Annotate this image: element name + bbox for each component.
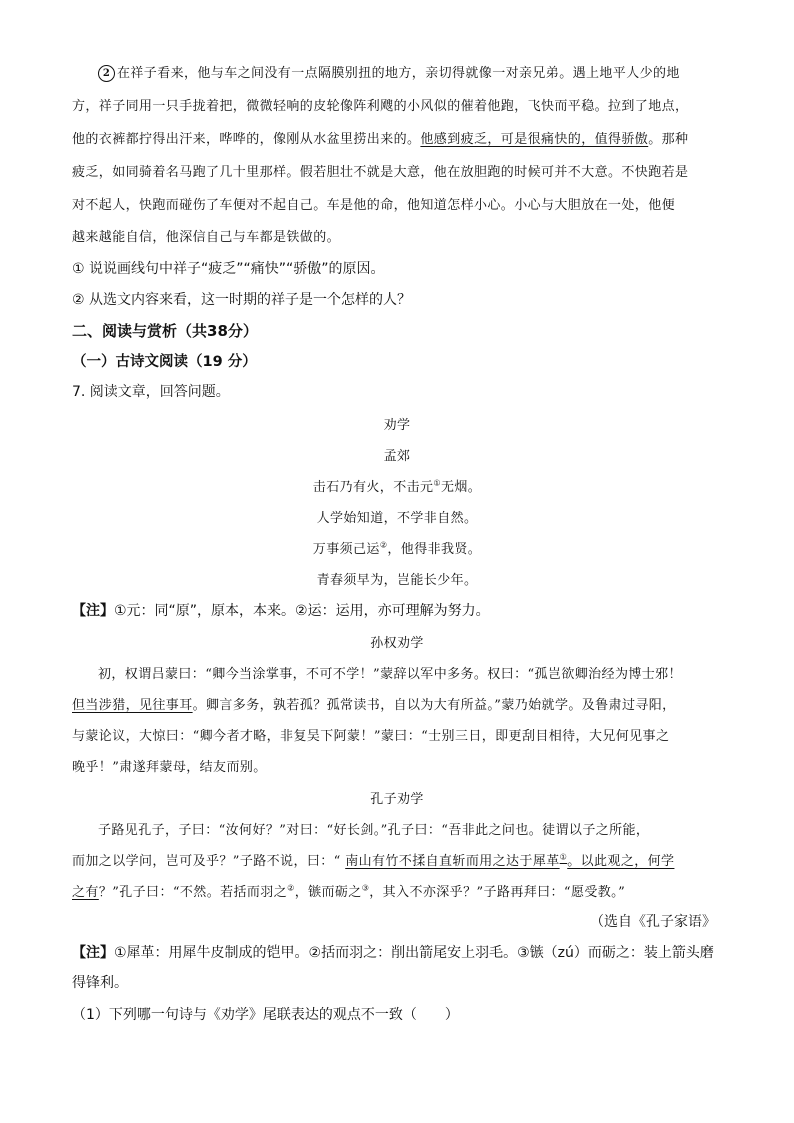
kongzi-line-3: 之有？”孔子曰：“不然。若括而羽之②，镞而砺之③，其入不亦深乎？”子路再拜曰：“愿受教。” [72, 883, 626, 900]
note-2-line-2: 得锋利。 [72, 975, 128, 991]
underlined-sentence: 但当涉猎，见往事耳 [72, 698, 193, 713]
sunquan-line-2: 但当涉猎，见往事耳。卿言多务，孰若孤？孤常读书，自以为大有所益。”蒙乃始就学。及鲁肃过寻阳， [72, 698, 676, 713]
note-2-line-1: 【注】①犀革：用犀牛皮制成的铠甲。②括而羽之：削出箭尾安上羽毛。③镞（zú）而砺之：装上箭头磨 [72, 945, 714, 961]
poem-title: 劝学 [383, 418, 411, 433]
question-a1: ① 说说画线句中祥子“疲乏”“痛快”“骄傲”的原因。 [72, 261, 385, 277]
circled-number: 2 [98, 65, 115, 82]
poem-line-1: 击石乃有火，不击元①无烟。 [312, 478, 482, 495]
kongzi-line-2: 而加之以学问，岂可及乎？”子路不说，曰：“ 南山有竹不揉自直斩而用之达于犀革①。以此观之，何学 [72, 852, 675, 869]
poem-line-2: 人学始知道，不学非自然。 [316, 511, 478, 526]
note-1: 【注】①元：同“原”，原本，本来。②运：运用，亦可理解为努力。 [72, 603, 490, 619]
poem-line-4: 青春须早为，岂能长少年。 [316, 573, 478, 588]
underlined-sentence: 之有 [72, 885, 99, 900]
section-heading: 二、阅读与赏析（共38分） [72, 322, 258, 340]
underlined-sentence: 以此观之，何学 [580, 854, 675, 869]
sunquan-line-4: 晚乎！”肃遂拜蒙母，结友而别。 [72, 760, 267, 775]
passage-line-4: 疲乏，如同骑着名马跑了几十里那样。假若胆壮不就是大意，他在放胆跑的时候可并不大意。不快跑若是 [72, 165, 689, 180]
subsection-heading: （一）古诗文阅读（19 分） [72, 354, 257, 370]
passage-line-6: 越来越能自信，他深信自己与车都是铁做的。 [72, 230, 341, 245]
question-a2: ② 从选文内容来看，这一时期的祥子是一个怎样的人？ [72, 292, 411, 308]
kongzi-line-1: 子路见孔子，子曰：“汝何好？”对曰：“好长剑。”孔子曰：“吾非此之问也。徒谓以子之所能， [98, 823, 650, 838]
source-citation: （选自《孔子家语》 [590, 914, 716, 930]
poem-line-3: 万事须己运②，他得非我贤。 [312, 540, 482, 557]
passage-line-2: 方，祥子同用一只手拢着把，微微轻响的皮轮像阵利飕的小风似的催着他跑，飞快而平稳。拉到了地点， [72, 99, 689, 114]
passage-line-1: 2 在祥子看来，他与车之间没有一点隔膜别扭的地方，亲切得就像一对亲兄弟。遇上地平人少的地 [98, 62, 680, 82]
question-1: （1）下列哪一句诗与《劝学》尾联表达的观点不一致（ ） [72, 1007, 459, 1023]
question-7: 7. 阅读文章，回答问题。 [72, 384, 230, 400]
underlined-sentence: 他感到疲乏，可是很痛快的，值得骄傲 [420, 132, 649, 147]
underlined-sentence: 南山有竹不揉自直斩而用之达于犀革 [345, 854, 560, 869]
passage-line-5: 对不起人，快跑而碰伤了车便对不起自己。车是他的命，他知道怎样小心。小心与大胆放在一处，他便 [72, 198, 676, 213]
sunquan-line-1: 初，权谓吕蒙曰：“卿今当涂掌事，不可不学！”蒙辞以军中多务。权曰：“孤岂欲卿治经为博士邪！ [98, 667, 682, 682]
kongzi-title: 孔子劝学 [370, 792, 424, 807]
sunquan-line-3: 与蒙论议，大惊曰：“卿今者才略，非复吴下阿蒙！”蒙曰：“士别三日，即更刮目相待，大兄何见事之 [72, 729, 670, 744]
poem-author: 孟郊 [383, 449, 411, 464]
passage-line-3: 他的衣裤都拧得出汗来，哗哗的，像刚从水盆里捞出来的。他感到疲乏，可是很痛快的，值得骄傲。那种 [72, 132, 689, 147]
sunquan-title: 孙权劝学 [370, 636, 424, 651]
